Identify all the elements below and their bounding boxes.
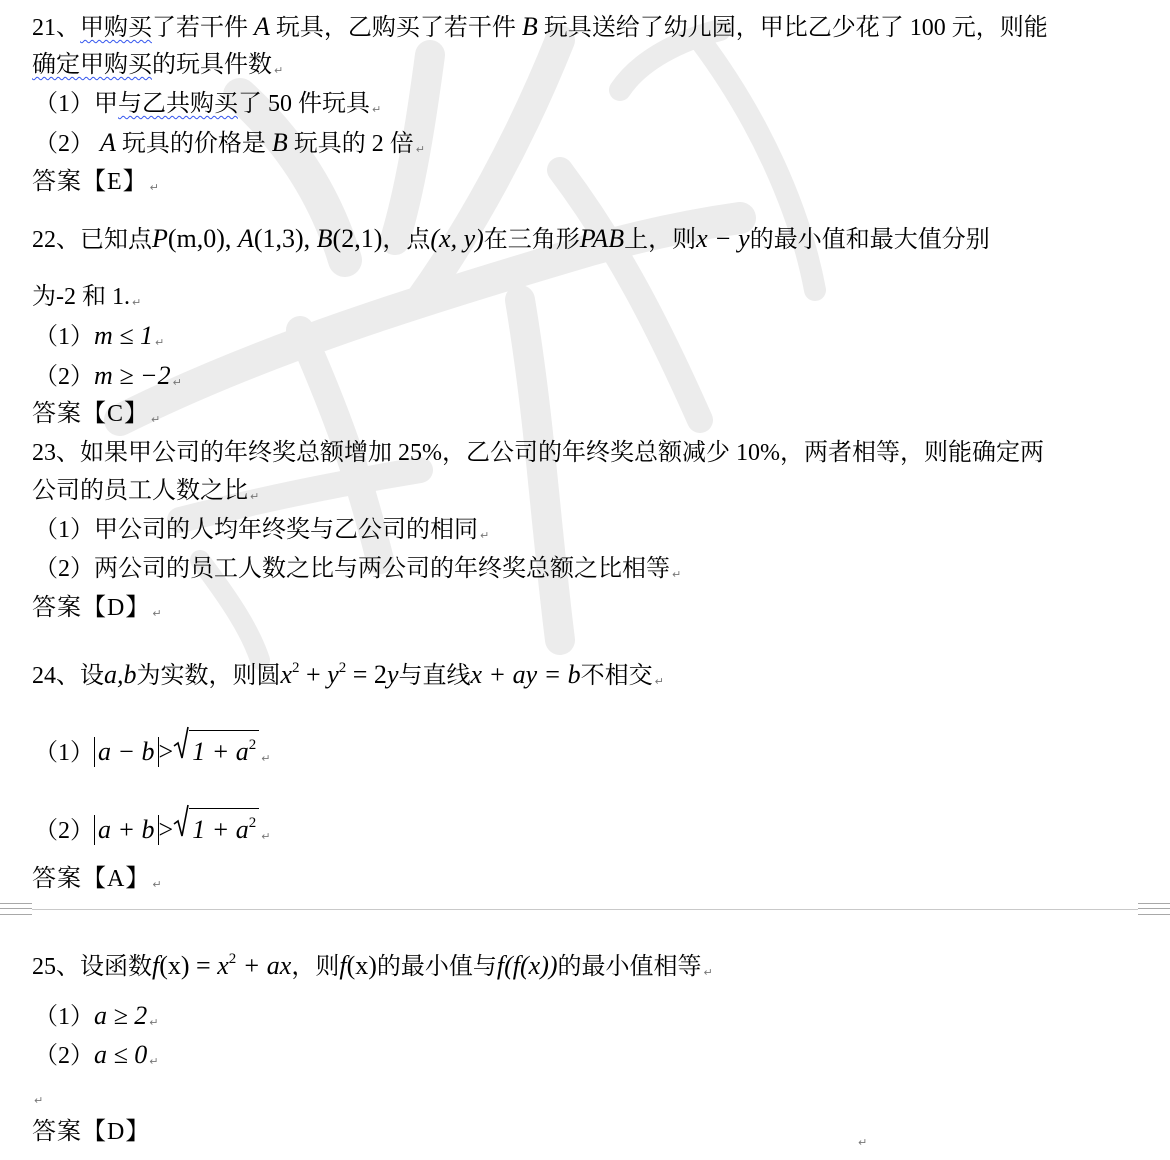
paragraph-mark-icon: ↵ (480, 529, 490, 542)
paragraph-mark-icon: ↵ (155, 336, 165, 349)
q22-stem-line-2: 为-2 和 1. ↵ (32, 284, 142, 310)
q23-condition-2: （2）两公司的员工人数之比与两公司的年终奖总额之比相等 ↵ (34, 556, 682, 582)
q21-condition-2: （2） A 玩具的价格是 B 玩具的 2 倍 ↵ (34, 128, 425, 157)
paragraph-mark-icon: ↵ (132, 296, 142, 309)
q23-stem-line-1: 23、如果甲公司的年终奖总额增加 25%，乙公司的年终奖总额减少 10%，两者相等，则能确定两 (32, 440, 1044, 466)
paragraph-mark-icon: ↵ (703, 966, 713, 979)
square-root: $1 + a^2$ (173, 730, 259, 768)
q22-stem-line-1: 22、已知点P(m,0), A(1,3), B(2,1)，点(x, y)在三角形PAB上，则x − y的最小值和最大值分别 (32, 224, 990, 253)
paragraph-mark-icon: ↵ (149, 181, 160, 194)
paragraph-mark-icon: ↵ (415, 143, 425, 156)
q23-stem-line-2: 公司的员工人数之比 ↵ (32, 478, 260, 504)
paragraph-mark-icon: ↵ (172, 376, 182, 389)
page-break-separator[interactable] (0, 903, 1170, 917)
page-break-right-handle[interactable] (1138, 903, 1170, 915)
square-root: $1 + a^2$ (173, 808, 259, 846)
paragraph-mark-icon: ↵ (250, 490, 260, 503)
q22-condition-2: （2）m ≥ −2 ↵ (34, 361, 182, 390)
page-break-rule (32, 909, 1138, 910)
q24-stem: 24、设a,b为实数，则圆$x^2 + y^2 = 2y$与直线x + ay = b不相交 ↵ (32, 660, 664, 689)
q25-condition-2: （2）a ≤ 0 ↵ (34, 1040, 159, 1069)
q21-condition-1: （1）甲与乙共购买了 50 件玩具 ↵ (34, 91, 382, 117)
q23-condition-1: （1）甲公司的人均年终奖与乙公司的相同 ↵ (34, 517, 490, 543)
paragraph-mark-icon: ↵ (152, 607, 163, 620)
q24-answer: 答案【A】 ↵ (32, 866, 163, 892)
radical-sign-icon (173, 726, 189, 760)
q24-condition-1: （1） a − b > $1 + a^2↵$ (34, 730, 270, 774)
q22-condition-1: （1）m ≤ 1 ↵ (34, 321, 165, 350)
q25-condition-1: （1）a ≥ 2 ↵ (34, 1001, 159, 1030)
q24-condition-2: （2） a + b > $1 + a^2↵$ (34, 808, 270, 852)
paragraph-mark-icon: ↵ (261, 830, 271, 843)
q21-stem-line-1: 21、甲购买了若干件 A 玩具，乙购买了若干件 B 玩具送给了幼儿园，甲比乙少花了 100 元，则能 (32, 12, 1048, 41)
absolute-value: a − b (94, 737, 159, 767)
q21-answer: 答案【E】 ↵ (32, 169, 160, 195)
absolute-value: a + b (94, 815, 159, 845)
q23-answer: 答案【D】 ↵ (32, 595, 163, 621)
q25-answer: 答案【D】 (32, 1119, 151, 1145)
page-break-left-handle[interactable] (0, 903, 32, 915)
paragraph-mark-icon: ↵ (151, 413, 162, 426)
q22-answer: 答案【C】 ↵ (32, 401, 162, 427)
trailing-paragraph (856, 1122, 867, 1158)
paragraph-mark-icon: ↵ (261, 752, 271, 765)
empty-paragraph (32, 1080, 43, 1116)
radical-sign-icon (173, 804, 189, 838)
paragraph-mark-icon: ↵ (34, 1094, 44, 1107)
paragraph-mark-icon: ↵ (149, 1016, 159, 1029)
q25-stem: 25、设函数$f(x) = x^2$ + ax，则f(x)的最小值与f(f(x))的最小值相等 ↵ (32, 951, 713, 980)
paragraph-mark-icon: ↵ (149, 1055, 159, 1068)
paragraph-mark-icon: ↵ (654, 675, 664, 688)
paragraph-mark-icon: ↵ (672, 568, 682, 581)
paragraph-mark-icon: ↵ (372, 103, 382, 116)
paragraph-mark-icon: ↵ (152, 878, 163, 891)
q21-stem-line-2: 确定甲购买的玩具件数 ↵ (32, 52, 284, 78)
paragraph-mark-icon: ↵ (274, 64, 284, 77)
paragraph-mark-icon: ↵ (858, 1136, 868, 1149)
